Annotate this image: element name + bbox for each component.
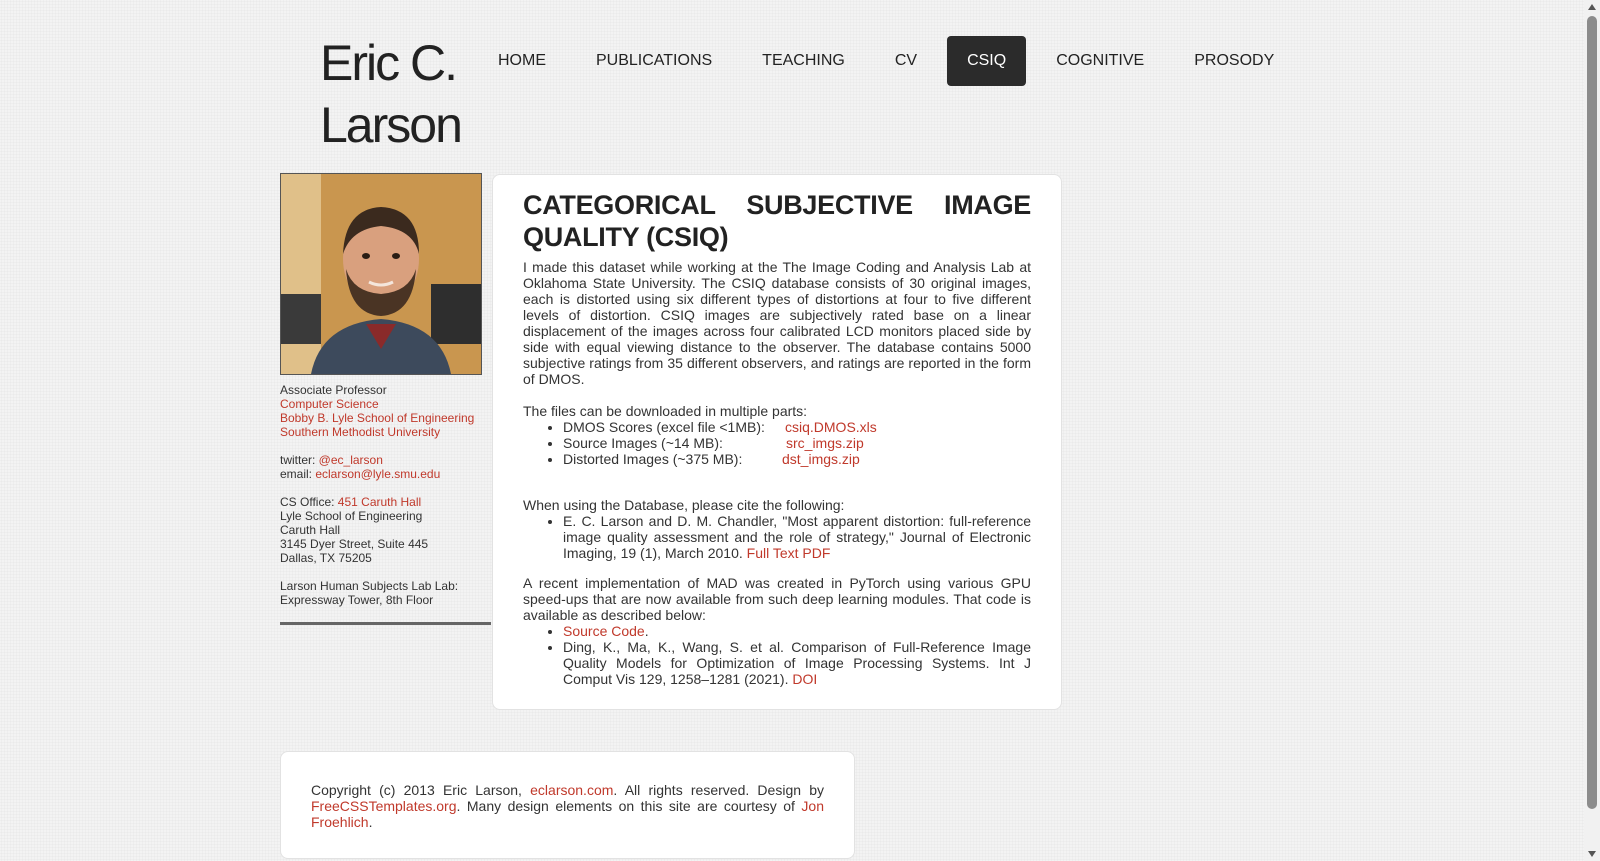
citation-list	[523, 513, 1031, 561]
sidebar-office	[280, 495, 490, 509]
sidebar-title: Associate Professor	[280, 383, 387, 397]
office-label: CS Office:	[280, 495, 338, 509]
nav-home[interactable]: HOME	[498, 52, 546, 69]
address-line: 3145 Dyer Street, Suite 445	[280, 537, 429, 551]
mad-list	[523, 623, 1031, 687]
sidebar-department-link[interactable]: Computer Science	[280, 397, 379, 411]
downloads-list	[523, 419, 1031, 467]
intro-paragraph: I made this dataset while working at the The Image Coding and Analysis Lab at Oklahoma State University. The CSIQ database consists of 30 original images, each is distorted using six different types of distortions at four to five different levels of distortion. CSIQ images are subjectively rated base on a linear displacement of the images across four calibrated LCD monitors placed side by side with equal viewing distance to the observer. The database contains 5000 subjective ratings from 35 different observers, and ratings are reported in the form of DMOS.	[523, 259, 1031, 387]
doi-link[interactable]: DOI	[792, 671, 818, 687]
main-content	[492, 174, 1062, 710]
list-item	[563, 451, 1031, 467]
footer-link-freecsstemplates[interactable]: FreeCSSTemplates.org	[311, 798, 457, 814]
sidebar-divider	[280, 622, 491, 625]
nav-csiq[interactable]: CSIQ	[947, 36, 1026, 86]
sidebar-university-link[interactable]: Southern Methodist University	[280, 425, 441, 439]
footer-link-jon-froehlich[interactable]: Jon Froehlich	[311, 798, 824, 830]
citation-text: E. C. Larson and D. M. Chandler, "Most apparent distortion: full-reference image quality assessment and the role of strategy," Journal of Electronic Imaging, 19 (1), March 2010.	[563, 513, 1031, 561]
nav-cv[interactable]: CV	[894, 52, 918, 69]
email-link[interactable]: eclarson@lyle.smu.edu	[315, 467, 441, 481]
logo-line-1: Eric C.	[320, 35, 456, 91]
office-link[interactable]: 451 Caruth Hall	[337, 495, 422, 509]
nav-publications[interactable]: PUBLICATIONS	[596, 52, 713, 69]
download-link-src[interactable]: src_imgs.zip	[786, 435, 864, 451]
download-label: Distorted Images (~375 MB):	[563, 451, 743, 467]
scrollbar-thumb[interactable]	[1587, 16, 1597, 809]
site-logo[interactable]	[320, 32, 461, 156]
downloads-intro: The files can be downloaded in multiple parts:	[523, 403, 808, 419]
lab-line: Expressway Tower, 8th Floor	[280, 593, 434, 607]
footer-link-eclarson[interactable]: eclarson.com	[530, 782, 614, 798]
footer	[280, 751, 855, 859]
source-code-link[interactable]: Source Code	[563, 623, 645, 639]
list-item	[563, 435, 1031, 451]
sidebar-email	[280, 467, 490, 481]
footer-text-part: .	[368, 814, 373, 830]
footer-text-part: . All rights reserved. Design by	[613, 782, 824, 798]
twitter-label: twitter:	[280, 453, 319, 467]
ding-citation-text: Ding, K., Ma, K., Wang, S. et al. Comparison of Full-Reference Image Quality Models for Optimization of Image Processing Systems. Int J Comput Vis 129, 1258–1281 (2021).	[563, 639, 1031, 687]
scroll-up-arrow-icon[interactable]	[1588, 4, 1596, 10]
scroll-down-arrow-icon[interactable]	[1588, 851, 1596, 857]
vertical-scrollbar[interactable]	[1584, 0, 1600, 861]
page-title	[523, 189, 1031, 253]
address-line: Caruth Hall	[280, 523, 341, 537]
cite-intro: When using the Database, please cite the following:	[523, 497, 845, 513]
address-line: Dallas, TX 75205	[280, 551, 372, 565]
mad-intro: A recent implementation of MAD was created in PyTorch using various GPU speed-ups that are now available from such deep learning modules. That code is available as described below:	[523, 575, 1031, 623]
list-item	[563, 513, 1031, 561]
nav-cognitive[interactable]: COGNITIVE	[1056, 52, 1145, 69]
sidebar-twitter	[280, 453, 490, 467]
main-nav	[478, 36, 1304, 86]
download-link-dst[interactable]: dst_imgs.zip	[782, 451, 860, 467]
address-line: Lyle School of Engineering	[280, 509, 423, 523]
profile-photo	[280, 173, 482, 375]
download-label: DMOS Scores (excel file <1MB):	[563, 419, 765, 435]
logo-line-2: Larson	[320, 97, 461, 153]
nav-prosody[interactable]: PROSODY	[1194, 52, 1275, 69]
footer-text	[311, 782, 824, 830]
page-title-line-1: CATEGORICAL SUBJECTIVE IMAGE	[523, 190, 1031, 220]
full-text-pdf-link[interactable]: Full Text PDF	[746, 545, 831, 561]
lab-line: Larson Human Subjects Lab Lab:	[280, 579, 459, 593]
footer-text-part: . Many design elements on this site are courtesy of	[456, 798, 802, 814]
download-label: Source Images (~14 MB):	[563, 435, 723, 451]
sidebar-school-link[interactable]: Bobby B. Lyle School of Engineering	[280, 411, 475, 425]
profile-photo-illustration	[281, 174, 481, 374]
list-item	[563, 639, 1031, 687]
nav-teaching[interactable]: TEACHING	[762, 52, 845, 69]
list-item	[563, 419, 1031, 435]
twitter-link[interactable]: @ec_larson	[318, 453, 383, 467]
list-item: • Source Code.	[563, 623, 1031, 639]
download-link-dmos[interactable]: csiq.DMOS.xls	[785, 419, 877, 435]
footer-text-part: Copyright (c) 2013 Eric Larson,	[311, 782, 531, 798]
email-label: email:	[280, 467, 316, 481]
page-title-line-2: QUALITY (CSIQ)	[523, 222, 729, 252]
sidebar	[280, 173, 490, 607]
